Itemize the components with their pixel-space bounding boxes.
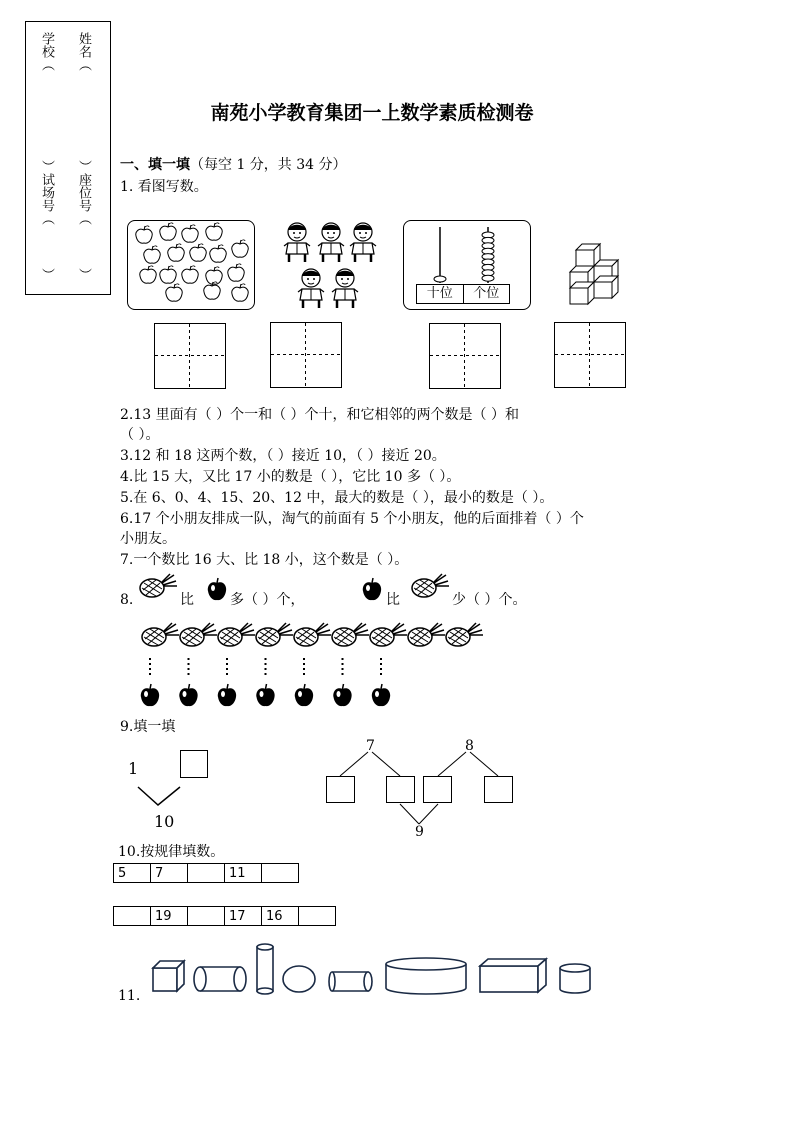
child-icon: [284, 223, 310, 262]
disc-cylinder-shape: [386, 958, 466, 994]
apple-icon: [141, 684, 159, 706]
abacus-bead: [482, 275, 494, 281]
seq-cell[interactable]: 16: [262, 907, 299, 926]
cube-shape: [153, 961, 184, 991]
cuboid-shape: [480, 959, 546, 992]
question-5: 5.在 6、0、4、15、20、12 中，最大的数是（ ），最小的数是（ ）。: [120, 490, 554, 506]
pineapple-apple-comparison: [136, 618, 498, 714]
cube-icon: [570, 282, 594, 304]
cylinder-shape: [194, 967, 246, 991]
question-7: 7.一个数比 16 大、比 18 小，这个数是（ ）。: [120, 552, 409, 568]
apple-icon: [182, 225, 198, 242]
seq-cell[interactable]: [114, 907, 151, 926]
seq-cell[interactable]: 5: [114, 864, 151, 883]
apple-icon: [218, 684, 236, 706]
split-answer-box[interactable]: [180, 750, 208, 778]
q8-shao: 少（ ）个。: [452, 592, 527, 608]
apple-icon: [228, 264, 244, 281]
cube-icon: [594, 276, 618, 298]
seq-cell[interactable]: [299, 907, 336, 926]
apple-icon: [295, 684, 313, 706]
apple-icon: [168, 244, 184, 261]
split-lines: [136, 785, 186, 813]
seq-cell[interactable]: 17: [225, 907, 262, 926]
apple-icon: [232, 284, 248, 301]
pineapple-icon: [446, 623, 483, 646]
paren-close: ）: [39, 268, 54, 281]
child-icon: [332, 269, 358, 308]
tens-label: 十位: [417, 285, 464, 303]
seq-cell[interactable]: 19: [151, 907, 188, 926]
apple-icon: [206, 223, 222, 240]
apple-icon: [160, 266, 176, 283]
question-2-cont: （ ）。: [120, 427, 160, 443]
pineapple-icon: [410, 573, 450, 603]
question-6: 6.17 个小朋友排成一队，淘气的前面有 5 个小朋友，他的后面排着（ ）个: [120, 511, 584, 527]
student-info-box: [25, 21, 111, 295]
pineapple-icon: [142, 623, 179, 646]
apple-icon: [256, 684, 274, 706]
apple-icon: [182, 266, 198, 283]
question-1: 1. 看图写数。: [120, 179, 208, 195]
apple-icon: [206, 267, 222, 284]
split-top-number: 1: [128, 759, 139, 778]
exam-room-field: ） 试场号 （: [39, 160, 54, 225]
pineapple-icon: [294, 623, 331, 646]
sphere-shape: [283, 966, 315, 992]
answer-box[interactable]: [429, 323, 501, 389]
ones-label: 个位: [473, 286, 500, 301]
place-value-labels: [416, 284, 510, 304]
apple-icon: [190, 244, 206, 261]
page-title: 南苑小学教育集团一上数学素质检测卷: [210, 102, 534, 124]
seq-cell[interactable]: [188, 907, 225, 926]
sequence-table-2: [113, 906, 336, 926]
q8-bi-2: 比: [386, 592, 400, 608]
pineapple-icon: [370, 623, 407, 646]
cubes-picture: [566, 236, 626, 312]
answer-box[interactable]: [554, 322, 626, 388]
apple-icon: [232, 240, 248, 257]
child-icon: [350, 223, 376, 262]
apple-icon: [140, 266, 156, 283]
pineapple-icon: [256, 623, 293, 646]
pineapple-icon: [180, 623, 217, 646]
question-10: 10.按规律填数。: [118, 844, 225, 860]
seat-field: ） 座位号 （: [76, 160, 91, 225]
small-cylinder-shape: [560, 964, 590, 993]
bond-box[interactable]: [423, 776, 452, 803]
seq-cell[interactable]: [188, 864, 225, 883]
q8-bi-1: 比: [180, 592, 194, 608]
pineapple-icon: [218, 623, 255, 646]
name-field: 姓名 （: [76, 32, 91, 71]
apple-icon: [360, 576, 384, 606]
children-picture: [278, 218, 378, 316]
school-field: 学校 （: [39, 32, 54, 71]
apple-icon: [372, 684, 390, 706]
question-11: 11.: [118, 988, 141, 1004]
apple-icon: [166, 284, 182, 301]
bond-box[interactable]: [326, 776, 355, 803]
apples-picture: [127, 220, 255, 310]
paren-close: ）: [76, 268, 91, 281]
bond-top-right: 8: [465, 738, 474, 754]
sequence-table-1: [113, 863, 299, 883]
apple-icon: [204, 282, 220, 299]
child-icon: [298, 269, 324, 308]
pineapple-icon: [138, 573, 178, 603]
cube-icon: [576, 244, 600, 266]
split-total: 10: [154, 812, 175, 831]
question-8-number: 8.: [120, 592, 134, 608]
tall-cylinder-shape: [257, 944, 273, 994]
bond-top-left: 7: [366, 738, 375, 754]
question-2: 2.13 里面有（ ）个一和（ ）个十，和它相邻的两个数是（ ）和: [120, 407, 519, 423]
answer-box[interactable]: [270, 322, 342, 388]
question-4: 4.比 15 大，又比 17 小的数是（ ），它比 10 多（ ）。: [120, 469, 461, 485]
apple-icon: [210, 245, 226, 262]
short-cylinder-shape: [329, 972, 372, 991]
answer-box[interactable]: [154, 323, 226, 389]
bond-box[interactable]: [484, 776, 513, 803]
pineapple-icon: [408, 623, 445, 646]
bond-box[interactable]: [386, 776, 415, 803]
section-heading: 一、填一填（每空 1 分，共 34 分）: [120, 157, 347, 173]
apple-icon: [144, 246, 160, 263]
apple-icon: [179, 684, 197, 706]
child-icon: [318, 223, 344, 262]
seq-cell[interactable]: [262, 864, 299, 883]
seq-cell[interactable]: 11: [225, 864, 262, 883]
apple-icon: [136, 226, 152, 243]
abacus-picture: [403, 220, 531, 310]
bond-bottom: 9: [415, 824, 424, 840]
solid-shapes: [148, 940, 598, 998]
apple-icon: [160, 223, 176, 240]
question-9: 9.填一填: [120, 719, 176, 735]
q8-duo: 多（ ）个，: [230, 592, 305, 608]
apple-icon: [205, 576, 229, 606]
pineapple-icon: [332, 623, 369, 646]
seq-cell[interactable]: 7: [151, 864, 188, 883]
question-3: 3.12 和 18 这两个数，（ ）接近 10，（ ）接近 20。: [120, 448, 446, 464]
question-6-cont: 小朋友。: [120, 531, 176, 547]
apple-icon: [333, 684, 351, 706]
number-bond-diagram: [320, 738, 518, 840]
